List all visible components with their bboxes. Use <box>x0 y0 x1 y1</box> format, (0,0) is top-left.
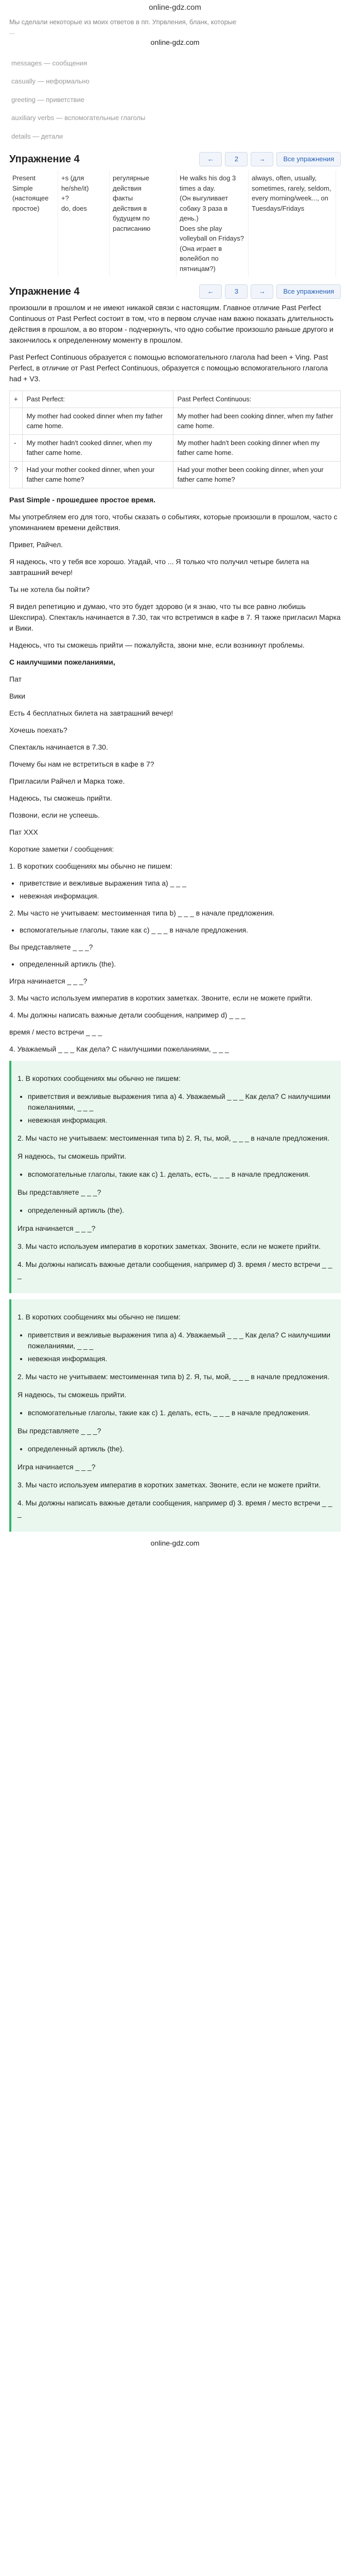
col-form: +s (для he/she/it) +? do, does <box>58 170 110 277</box>
intro-line-2: ... <box>9 28 15 36</box>
letter: Привет, Райчел. Я надеюсь, что у тебя все хорошо. Угадай, что ... Я только что получил четыре билета на завтрашний вечер! Ты не хотела бы пойти? Я видел репетицию и думаю, что это будет здорово (и я знаю, что ты все равно любишь Шекспира). Спектакль начинается в 7.30, так что встретимся в кафе в 7. Я также пригласил Марка и Вики. Надеюсь, что ты сможешь прийти — пожалуйста, звони мне, если возникнут проблемы. С наилучшими пожеланиями, Пат Вики Есть 4 бесплатных билета на завтрашний вечер! Хочешь поехать? Спектакль начинается в 7.30. Почему бы нам не встретиться в кафе в 7? Пригласили Райчел и Марка тоже. Надеюсь, ты сможешь прийти. Позвони, если не успеешь. Пат XXX <box>9 540 341 836</box>
grammar-explanation <box>9 302 341 384</box>
next-button[interactable]: → <box>251 152 273 166</box>
next-button[interactable]: → <box>251 284 273 299</box>
bullets: • определенный артикль (the). <box>28 1205 335 1216</box>
exercise-nav-2 <box>199 284 341 299</box>
col-markers: always, often, usually, sometimes, rarely, seldom, every morning/week..., on Tuesdays/Fridays <box>249 170 336 277</box>
word-item: greeting — приветствие <box>11 95 84 104</box>
ps-title: Past Simple - прошедшее простое время. <box>9 495 156 504</box>
word-item: auxiliary verbs — вспомогательные глаголы <box>11 114 146 122</box>
bullets: • приветствия и вежливые выражения типа a) 4. Уважаемый _ _ _ Как дела? С наилучшими пожеланиями, _ _ _ • невежная информация. <box>28 1330 335 1364</box>
word-list <box>9 53 341 145</box>
answer-block-1: 1. В коротких сообщениях мы обычно не пишем: • приветствия и вежливые выражения типа a) 4. Уважаемый _ _ _ Как дела? С наилучшими пожеланиями, _ _ _ • невежная информация. 2. Мы часто не учитываем: местоименная типа b) 2. Я, ты, мой, _ _ _ в начале предложения. Я надеюсь, ты сможешь прийти. • вспомогательные глаголы, такие как c) 1. делать, есть, _ _ _ в начале предложения. Вы представляете _ _ _? • определенный артикль (the). Игра начинается _ _ _? 3. Мы часто используем императив в коротких заметках. Звоните, если не можете прийти. 4. Мы должны написать важные детали сообщения, например d) 3. время / место встречи _ _ _ <box>9 1061 341 1293</box>
all-exercises-button[interactable]: Все упражнения <box>276 152 341 166</box>
watermark: online-gdz.com <box>150 38 200 46</box>
ps-text: Мы употребляем его для того, чтобы сказать о событиях, которые произошли в прошлом, часто с упоминанием времени действия. <box>9 512 338 532</box>
questions: Короткие заметки / сообщения: 1. В коротких сообщениях мы обычно не пишем: • приветствие и вежливые выражения типа a) _ _ _ • невежная информация. 2. Мы часто не учитываем: местоименная типа b) _ _ _ в начале предложения. • вспомогательные глаголы, такие как c) _ _ _ в начале предложения. Вы представляете _ _ _? • определенный артикль (the). Игра начинается _ _ _? 3. Мы часто используем императив в коротких заметках. Звоните, если не можете прийти. 4. Мы должны написать важные детали сообщения, например d) _ _ _ время / место встречи _ _ _ 4. Уважаемый _ _ _ Как дела? С наилучшими пожеланиями, _ _ _ <box>9 844 341 1055</box>
bullets: • вспомогательные глаголы, такие как c) 1. делать, есть, _ _ _ в начале предложения. <box>28 1408 335 1418</box>
word-item: casually — неформально <box>11 77 90 85</box>
exercise-title-2: Упражнение 4 <box>9 286 80 297</box>
bullets: • определенный артикль (the). <box>20 959 341 970</box>
paragraph: Past Perfect Continuous образуется с помощью вспомогательного глагола had been + Ving. Past Perfect, в отличие от Past Perfect Continuous, образуется с помощью вспомогательного глагола had + V3. <box>9 353 328 383</box>
exercise-header <box>9 151 341 167</box>
table-row: My mother had cooked dinner when my father came home. My mother had been cooking dinner, when my father came home. <box>10 408 341 434</box>
bullets: • приветствие и вежливые выражения типа a) _ _ _ • невежная информация. <box>20 878 341 902</box>
bullets: • приветствия и вежливые выражения типа a) 4. Уважаемый _ _ _ Как дела? С наилучшими пожеланиями, _ _ _ • невежная информация. <box>28 1091 335 1126</box>
page-number[interactable]: 3 <box>225 284 248 299</box>
page-number[interactable]: 2 <box>225 152 248 166</box>
col-usage: регулярные действия факты действия в будущем по расписанию <box>110 170 177 277</box>
word-item: messages — сообщения <box>11 59 87 67</box>
col-tense: Present Simple (настоящее простое) <box>9 170 58 277</box>
grammar-table <box>9 170 341 277</box>
exercise-title: Упражнение 4 <box>9 154 80 165</box>
bullets: • определенный артикль (the). <box>28 1444 335 1454</box>
col-example: He walks his dog 3 times a day. (Он выгуливает собаку 3 раза в день.) Does she play volleyball on Fridays? (Она играет в волейбол по пятницам?) <box>177 170 249 277</box>
past-simple <box>9 495 341 533</box>
table-row: + Past Perfect: Past Perfect Continuous: <box>10 391 341 408</box>
table-row: - My mother hadn't cooked dinner, when my father came home. My mother hadn't been cooking dinner when my father came home. <box>10 434 341 461</box>
exercise-nav <box>199 152 341 166</box>
bullets: • вспомогательные глаголы, такие как c) _ _ _ в начале предложения. <box>20 925 341 936</box>
footer-watermark: online-gdz.com <box>150 1538 200 1547</box>
prev-button[interactable]: ← <box>199 284 222 299</box>
answer-block-2: 1. В коротких сообщениях мы обычно не пишем: • приветствия и вежливые выражения типа a) 4. Уважаемый _ _ _ Как дела? С наилучшими пожеланиями, _ _ _ • невежная информация. 2. Мы часто не учитываем: местоименная типа b) 2. Я, ты, мой, _ _ _ в начале предложения. Я надеюсь, ты сможешь прийти. • вспомогательные глаголы, такие как c) 1. делать, есть, _ _ _ в начале предложения. Вы представляете _ _ _? • определенный артикль (the). Игра начинается _ _ _? 3. Мы часто используем императив в коротких заметках. Звоните, если не можете прийти. 4. Мы должны написать важные детали сообщения, например d) 3. время / место встречи _ _ _ <box>9 1299 341 1532</box>
perfect-table <box>9 391 341 488</box>
paragraph: произошли в прошлом и не имеют никакой связи с настоящим. Главное отличие Past Perfect Continuous от Past Perfect состоит в том, что в первом случае нам важно показать длительность действия в прошлом, а во втором - подчеркнуть, что одно событие произошло раньше другого и закончилось к определенному моменту в прошлом. <box>9 303 334 344</box>
all-exercises-button[interactable]: Все упражнения <box>276 284 341 299</box>
exercise-header-2 <box>9 284 341 299</box>
table-row: ? Had your mother cooked dinner, when your father came home? Had your mother been cooking dinner, when your father came home? <box>10 461 341 488</box>
word-item: details — детали <box>11 132 63 140</box>
intro-line-1: Мы сделали некоторые из моих ответов в пп. Упрвления, бланк, которые <box>9 18 237 26</box>
prev-button[interactable]: ← <box>199 152 222 166</box>
site-title[interactable]: online-gdz.com <box>149 3 201 12</box>
bullets: • вспомогательные глаголы, такие как c) 1. делать, есть, _ _ _ в начале предложения. <box>28 1169 335 1180</box>
intro <box>9 17 341 48</box>
